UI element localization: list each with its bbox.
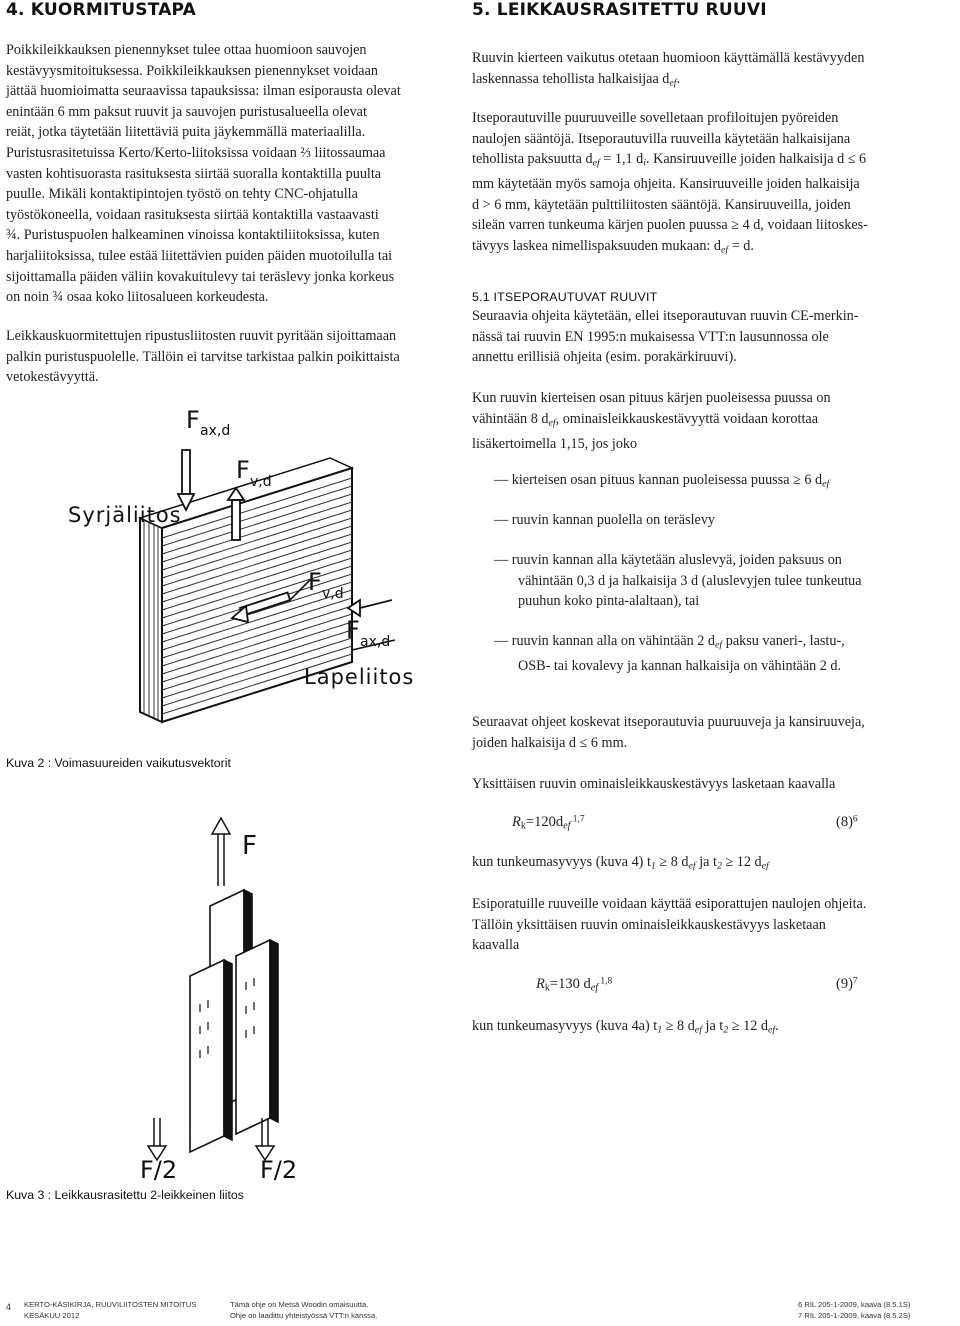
paragraph-formula-intro: Yksittäisen ruuvin ominaisleikkauskestävyys lasketaan kaavalla	[472, 776, 836, 792]
text-line: enintään 6 mm paksut ruuvit ja sauvojen puristusalueella olevat	[6, 103, 367, 120]
footer-book-title: KERTO-KÄSIKIRJA, RUUVILIITOSTEN MITOITUS KESÄKUU 2012	[24, 1300, 197, 1320]
subsection-5-1-heading: 5.1 ITSEPORAUTUVAT RUUVIT	[472, 290, 658, 304]
text-line: naulojen sääntöjä. Itseporautuvilla ruuveilla käytetään halkaisijana	[472, 130, 851, 147]
f-half-right-label: F/2	[260, 1156, 298, 1182]
f-v-mid-sub: v,d	[322, 586, 344, 602]
section-5-heading: 5. LEIKKAUSRASITETTU RUUVI	[472, 0, 767, 20]
figure-2-force-vectors	[0, 400, 460, 740]
text-line: nässä tai ruuvin EN 1995:n mukaisessa VTT:n lausunnossa ole	[472, 328, 829, 345]
condition-9: kun tunkeumasyvyys (kuva 4a) $t_1 \ge 8$ $d_{ef}$ ja $t_2 \ge 12$ $d_{ef}$.	[472, 1018, 779, 1036]
paragraph-self-drilling-rules	[472, 108, 868, 261]
text-line: kaavalla	[472, 937, 520, 954]
figure-3-caption: Kuva 3 : Leikkausrasitettu 2-leikkeinen liitos	[6, 1188, 244, 1202]
f-top-label: F	[242, 831, 257, 861]
equation-8: $R_k=120d_{ef}$ $^{1,7}$	[512, 814, 585, 832]
text-line: Ruuvin kierteen vaikutus otetaan huomioon käyttämällä kestävyyden	[472, 50, 865, 66]
text-line: Seuraavat ohjeet koskevat itseporautuvia puuruuveja ja kansiruuveja,	[472, 714, 865, 730]
arrow-down-left	[148, 1118, 166, 1160]
text-line: puulle. Mikäli kontaktipintojen työstö on tehty CNC-ohjatulla	[6, 186, 358, 203]
text-line: d > 6 mm, käytetään pulttiliitosten sääntöjä. Kansiruuveilla, joiden	[472, 196, 851, 213]
paragraph-small-screws	[472, 712, 865, 753]
paragraph-ce-marking	[472, 306, 858, 368]
text-line: tävyys laskea nimellispaksuuden mukaan: $d_{ef} = d$.	[472, 238, 754, 256]
text-line: sijoittamalla päiden väliin kovakuitulevy tai teräslevy jonka korkeus	[6, 268, 395, 285]
text-line: laskennassa tehollista halkaisijaa $d_{ef}$.	[472, 70, 681, 89]
f-v-top-label: F	[236, 456, 250, 484]
text-line: joiden halkaisija d ≤ 6 mm.	[472, 734, 628, 751]
paragraph-ripustusliitos	[6, 326, 400, 388]
text-line: Puristusrasitetuissa Kerto/Kerto-liitoksissa voidaan ⅔ liitossaumaa	[6, 144, 386, 161]
f-half-left-label: F/2	[140, 1156, 178, 1182]
f-v-top-sub: v,d	[250, 474, 272, 490]
text-line: Poikkileikkauksen pienennykset tulee ottaa huomioon sauvojen	[6, 42, 367, 58]
paragraph-kuormitustapa	[6, 40, 401, 308]
footer-references: 6 RIL 205-1-2009, kaava (8.5.1S) 7 RIL 205-1-2009, kaava (8.5.2S)	[798, 1300, 911, 1320]
text-line: sileän varren tunkeuma kärjen puolen puussa ≥ 4 d, voidaan liitoskes-	[472, 217, 868, 234]
list-item: — ruuvin kannan alla käytetään aluslevyä, joiden paksuus on vähintään 0,3 d ja halkaisija 3 d (aluslevyjen tulee tunkeutua puuhun koko pinta-alaltaan), tai	[494, 552, 862, 610]
figure-3-double-shear	[120, 806, 380, 1182]
text-line: Itseporautuville puuruuveille sovelletaan profiloitujen pyöreiden	[472, 110, 839, 126]
f-ax-right-sub: ax,d	[360, 634, 391, 650]
text-line: kestävyysmitoituksessa. Poikkileikkauksen pienennykset voidaan	[6, 62, 378, 79]
text-line: palkin puristuspuolelle. Tällöin ei tarvitse tarkistaa palkin poikittaista	[6, 348, 400, 365]
text-line: annettu erillisiä ohjeita (esim. porakärkiruuvi).	[472, 349, 737, 366]
text-line: jättää huomioimatta seuraavissa tapauksissa: ilman esiporausta olevat	[6, 83, 401, 100]
text-line: mm käytetään myös samoja ohjeita. Kansiruuveille joiden halkaisija	[472, 176, 860, 193]
text-line: reiät, jotka täytetään liitettäviä puita jäykemmällä materiaalilla.	[6, 124, 366, 141]
figure-2-caption: Kuva 2 : Voimasuureiden vaikutusvektorit	[6, 756, 231, 770]
footer-ownership: Tämä ohje on Metsä Woodin omaisuutta. Ohje on laadittu yhteistyössä VTT:n kanssa.	[230, 1300, 378, 1320]
text-line: tehollista paksuutta $d_{ef} = 1,1$ $d_i$. Kansiruuveille joiden halkaisija d ≤ 6	[472, 151, 867, 169]
f-ax-top-sub: ax,d	[200, 423, 231, 439]
text-line: harjaliitoksissa, tulee estää liitettävien puiden päiden muotoilulla tai	[6, 247, 393, 264]
arrow-down-right	[256, 1118, 274, 1160]
block-front-face	[140, 518, 162, 722]
list-item: — ruuvin kannan alla on vähintään 2 $d_{ef}$ paksu vaneri-, lastu-, OSB- tai kovalevy ja kannan halkaisija on vähintään 2 d.	[494, 633, 845, 675]
list-item: — kierteisen osan pituus kannan puoleisessa puussa ≥ 6 $d_{ef}$	[494, 472, 830, 490]
f-ax-right-label: F	[346, 616, 360, 644]
text-line: Tällöin yksittäisen ruuvin ominaisleikkauskestävyys lasketaan	[472, 916, 826, 933]
equation-9-number: $(9)^7$	[836, 976, 858, 992]
text-line: vähintään 8 $d_{ef}$, ominaisleikkauskestävyyttä voidaan korottaa	[472, 410, 819, 429]
page-number: 4	[6, 1302, 12, 1312]
text-line: Kun ruuvin kierteisen osan pituus kärjen puoleisessa puussa on	[472, 390, 831, 406]
text-line: vetokestävyyttä.	[6, 369, 99, 386]
text-line: Esiporatuille ruuveille voidaan käyttää esiporattujen naulojen ohjeita.	[472, 896, 867, 912]
list-item: — ruuvin kannan puolella on teräslevy	[494, 512, 716, 528]
text-line: Leikkauskuormitettujen ripustusliitosten ruuvit pyritään sijoittamaan	[6, 328, 397, 344]
section-4-heading: 4. KUORMITUSTAPA	[6, 0, 197, 20]
text-line: vasten kohtisuorasta rasituksesta siirtää suoralla kontaktilla puulta	[6, 165, 382, 182]
paragraph-thread-length	[472, 388, 831, 454]
f-ax-top-label: F	[186, 406, 200, 434]
text-line: Seuraavia ohjeita käytetään, ellei itseporautuvan ruuvin CE-merkin-	[472, 308, 859, 324]
paragraph-predrilled	[472, 894, 866, 956]
text-line: on noin ¾ osaa koko liitosalueen korkeudesta.	[6, 289, 269, 306]
paragraph-effective-diameter	[472, 48, 864, 94]
syrjaliitos-label: Syrjäliitos	[68, 503, 182, 527]
lapeliitos-label: Lapeliitos	[304, 665, 415, 689]
arrow-up-f	[212, 818, 230, 886]
equation-8-number: $(8)^6$	[836, 814, 858, 830]
screw-right	[348, 600, 392, 616]
f-v-mid-label: F	[308, 568, 322, 596]
condition-8: kun tunkeumasyvyys (kuva 4) $t_1 \ge 8$ $d_{ef}$ ja $t_2 \ge 12$ $d_{ef}$	[472, 854, 769, 872]
text-line: ¾. Puristuspuolen halkeaminen vinoissa kontaktiliitoksissa, kuten	[6, 227, 380, 244]
text-line: työstökoneella, voidaan rasituksesta siirtää kontaktilla vastaavasti	[6, 206, 379, 223]
text-line: lisäkertoimella 1,15, jos joko	[472, 435, 638, 452]
equation-9: $R_k=130$ $d_{ef}$ $^{1,8}$	[536, 976, 613, 994]
